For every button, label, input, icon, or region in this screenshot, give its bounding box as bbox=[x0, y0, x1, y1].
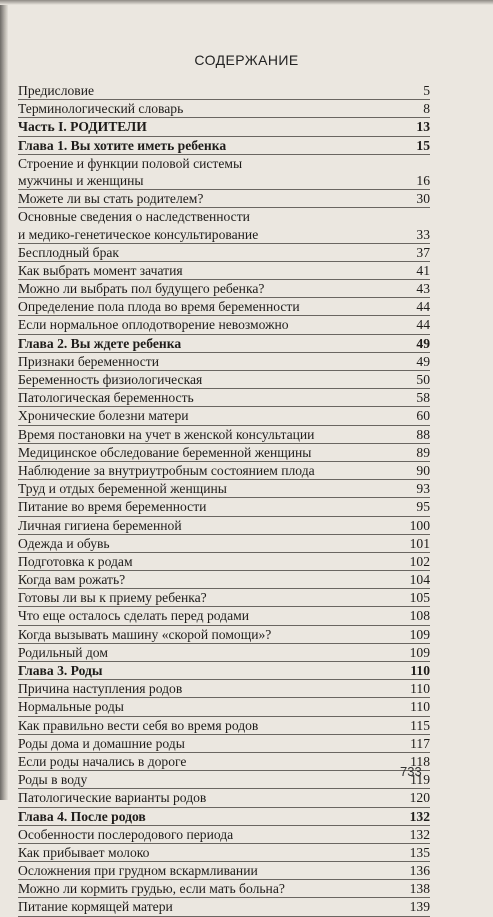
toc-entry-title: Глава 4. После родов bbox=[18, 808, 146, 824]
toc-entry-title: Признаки беременности bbox=[18, 353, 160, 369]
toc-entry-title: Беременность физиологическая bbox=[18, 372, 203, 387]
toc-entry-title: Когда вызывать машину «скорой помощи»? bbox=[18, 626, 272, 642]
toc-entry bbox=[18, 462, 430, 480]
toc-page-number: 108 bbox=[409, 608, 430, 624]
toc-entry-title: Основные сведения о наследственности bbox=[18, 209, 250, 225]
page-number: 733 bbox=[400, 764, 422, 779]
toc-entry-title: Предисловие bbox=[18, 83, 95, 98]
table-of-contents bbox=[18, 82, 430, 917]
toc-entry-title: Питание во время беременности bbox=[18, 499, 207, 515]
toc-entry-title: Глава 1. Вы хотите иметь ребенка bbox=[18, 137, 227, 153]
toc-entry bbox=[18, 735, 430, 753]
toc-page-number: 89 bbox=[416, 444, 430, 460]
toc-entry-title: Роды в воду bbox=[18, 772, 88, 788]
toc-entry-title: Строение и функции половой системы bbox=[18, 155, 243, 171]
toc-entry bbox=[18, 589, 430, 607]
toc-page-number: 8 bbox=[423, 101, 430, 117]
toc-page-number: 43 bbox=[416, 281, 430, 297]
toc-entry-title: Как прибывает молоко bbox=[18, 844, 150, 860]
toc-page-number: 88 bbox=[416, 426, 430, 442]
toc-entry bbox=[18, 626, 430, 644]
toc-entry-title: Можете ли вы стать родителем? bbox=[18, 191, 204, 207]
toc-page-number: 110 bbox=[410, 681, 430, 697]
toc-entry bbox=[18, 371, 430, 389]
toc-page-number: 118 bbox=[410, 753, 430, 769]
toc-entry-title: мужчины и женщины bbox=[18, 172, 144, 188]
toc-heading bbox=[18, 808, 430, 826]
toc-entry bbox=[18, 407, 430, 425]
toc-entry-title: Патологическая беременность bbox=[18, 390, 194, 406]
toc-heading bbox=[18, 137, 430, 155]
toc-entry bbox=[18, 553, 430, 571]
toc-entry-title: Одежда и обувь bbox=[18, 535, 110, 551]
toc-entry-title: Причина наступления родов bbox=[18, 681, 183, 697]
toc-entry bbox=[18, 389, 430, 407]
toc-page-number: 58 bbox=[416, 390, 430, 406]
toc-entry bbox=[18, 717, 430, 735]
toc-page-number: 104 bbox=[409, 572, 430, 588]
toc-entry-title: Бесплодный брак bbox=[18, 244, 120, 260]
toc-page-number: 13 bbox=[416, 119, 430, 135]
toc-page-number: 5 bbox=[423, 83, 430, 98]
toc-entry bbox=[18, 426, 430, 444]
toc-entry-title: Как правильно вести себя во время родов bbox=[18, 717, 259, 733]
toc-entry bbox=[18, 262, 430, 280]
toc-entry-title: Родильный дом bbox=[18, 644, 108, 660]
toc-page-number: 33 bbox=[416, 226, 430, 242]
toc-entry bbox=[18, 82, 430, 100]
toc-page-number: 102 bbox=[409, 553, 430, 569]
toc-page-number: 41 bbox=[416, 262, 430, 278]
toc-entry bbox=[18, 155, 430, 190]
toc-entry bbox=[18, 698, 430, 716]
toc-entry-title: Готовы ли вы к приему ребенка? bbox=[18, 590, 207, 606]
toc-entry bbox=[18, 353, 430, 371]
toc-page-number: 30 bbox=[416, 191, 430, 207]
toc-page-number: 115 bbox=[410, 717, 430, 733]
toc-entry-title: Что еще осталось сделать перед родами bbox=[18, 608, 249, 624]
toc-entry-title: Медицинское обследование беременной женщины bbox=[18, 444, 312, 460]
toc-page-number: 60 bbox=[416, 408, 430, 424]
toc-entry-title: и медико-генетическое консультирование bbox=[18, 226, 259, 242]
toc-entry bbox=[18, 498, 430, 516]
toc-entry-title: Определение пола плода во время беременности bbox=[18, 299, 300, 315]
toc-page-number: 15 bbox=[416, 137, 430, 153]
toc-page-number: 100 bbox=[409, 517, 430, 533]
toc-entry-title: Когда вам рожать? bbox=[18, 572, 126, 588]
toc-heading bbox=[18, 662, 430, 680]
toc-entry bbox=[18, 100, 430, 118]
toc-entry bbox=[18, 789, 430, 807]
toc-entry bbox=[18, 208, 430, 243]
toc-page-number: 136 bbox=[409, 863, 430, 879]
toc-page-number: 109 bbox=[409, 644, 430, 660]
toc-page-number: 90 bbox=[416, 462, 430, 478]
toc-entry bbox=[18, 571, 430, 589]
toc-page-number: 101 bbox=[409, 535, 430, 551]
toc-entry bbox=[18, 607, 430, 625]
toc-page-number: 119 bbox=[410, 772, 430, 788]
toc-page-number: 110 bbox=[410, 699, 430, 715]
toc-page-number: 93 bbox=[416, 481, 430, 497]
toc-entry-title: Можно ли кормить грудью, если мать больна? bbox=[18, 881, 285, 897]
toc-entry bbox=[18, 880, 430, 898]
toc-entry bbox=[18, 480, 430, 498]
toc-page-number: 37 bbox=[416, 244, 430, 260]
toc-page-number: 44 bbox=[416, 317, 430, 333]
toc-entry bbox=[18, 444, 430, 462]
toc-entry-title: Личная гигиена беременной bbox=[18, 517, 182, 533]
toc-page-number: 44 bbox=[416, 299, 430, 315]
toc-entry bbox=[18, 280, 430, 298]
toc-entry bbox=[18, 298, 430, 316]
toc-page-number: 49 bbox=[416, 335, 430, 351]
toc-entry bbox=[18, 644, 430, 662]
toc-entry bbox=[18, 680, 430, 698]
toc-entry-title: Если нормальное оплодотворение невозможно bbox=[18, 317, 289, 333]
toc-entry bbox=[18, 771, 430, 789]
toc-entry bbox=[18, 535, 430, 553]
toc-page-number: 109 bbox=[409, 626, 430, 642]
toc-entry-title: Можно ли выбрать пол будущего ребенка? bbox=[18, 281, 265, 297]
toc-entry-title: Нормальные роды bbox=[18, 699, 124, 715]
toc-entry-title: Труд и отдых беременной женщины bbox=[18, 481, 227, 497]
toc-entry bbox=[18, 244, 430, 262]
toc-entry-title: Глава 3. Роды bbox=[18, 663, 103, 678]
toc-heading bbox=[18, 335, 430, 353]
page-title: СОДЕРЖАНИЕ bbox=[194, 52, 299, 68]
toc-entry-title: Часть I. РОДИТЕЛИ bbox=[18, 119, 147, 135]
toc-page-number: 132 bbox=[409, 826, 430, 842]
toc-entry bbox=[18, 826, 430, 844]
toc-entry bbox=[18, 753, 430, 771]
toc-entry bbox=[18, 862, 430, 880]
toc-page-number: 135 bbox=[409, 844, 430, 860]
toc-page-number: 138 bbox=[409, 881, 430, 897]
page-top-shadow bbox=[0, 0, 493, 5]
toc-entry-title: Наблюдение за внутриутробным состоянием плода bbox=[18, 462, 315, 478]
toc-entry-title: Хронические болезни матери bbox=[18, 408, 189, 424]
toc-entry bbox=[18, 517, 430, 535]
toc-entry bbox=[18, 844, 430, 862]
toc-page-number: 110 bbox=[410, 663, 430, 678]
toc-entry-title: Роды дома и домашние роды bbox=[18, 735, 185, 751]
toc-entry-title: Как выбрать момент зачатия bbox=[18, 262, 183, 278]
toc-page-number: 105 bbox=[409, 590, 430, 606]
toc-entry bbox=[18, 898, 430, 916]
toc-page-number: 120 bbox=[409, 790, 430, 806]
toc-entry-title: Время постановки на учет в женской консультации bbox=[18, 426, 315, 442]
toc-entry-title: Терминологический словарь bbox=[18, 101, 184, 117]
toc-entry-title: Подготовка к родам bbox=[18, 553, 133, 569]
toc-entry-title: Питание кормящей матери bbox=[18, 899, 173, 915]
toc-entry bbox=[18, 316, 430, 334]
toc-entry-title: Осложнения при грудном вскармливании bbox=[18, 863, 258, 879]
toc-page-number: 139 bbox=[409, 899, 430, 915]
page-edge-shadow bbox=[0, 0, 8, 800]
toc-page-number: 50 bbox=[416, 372, 430, 387]
toc-page-number: 16 bbox=[416, 172, 430, 188]
toc-entry-title: Глава 2. Вы ждете ребенка bbox=[18, 335, 182, 351]
toc-page-number: 95 bbox=[416, 499, 430, 515]
toc-entry-title: Если роды начались в дороге bbox=[18, 753, 187, 769]
toc-page-number: 132 bbox=[409, 808, 430, 824]
toc-entry bbox=[18, 190, 430, 208]
toc-page-number: 49 bbox=[416, 353, 430, 369]
toc-heading bbox=[18, 118, 430, 136]
toc-entry-title: Патологические варианты родов bbox=[18, 790, 207, 806]
toc-page-number: 117 bbox=[410, 735, 430, 751]
toc-entry-title: Особенности послеродового периода bbox=[18, 826, 234, 842]
